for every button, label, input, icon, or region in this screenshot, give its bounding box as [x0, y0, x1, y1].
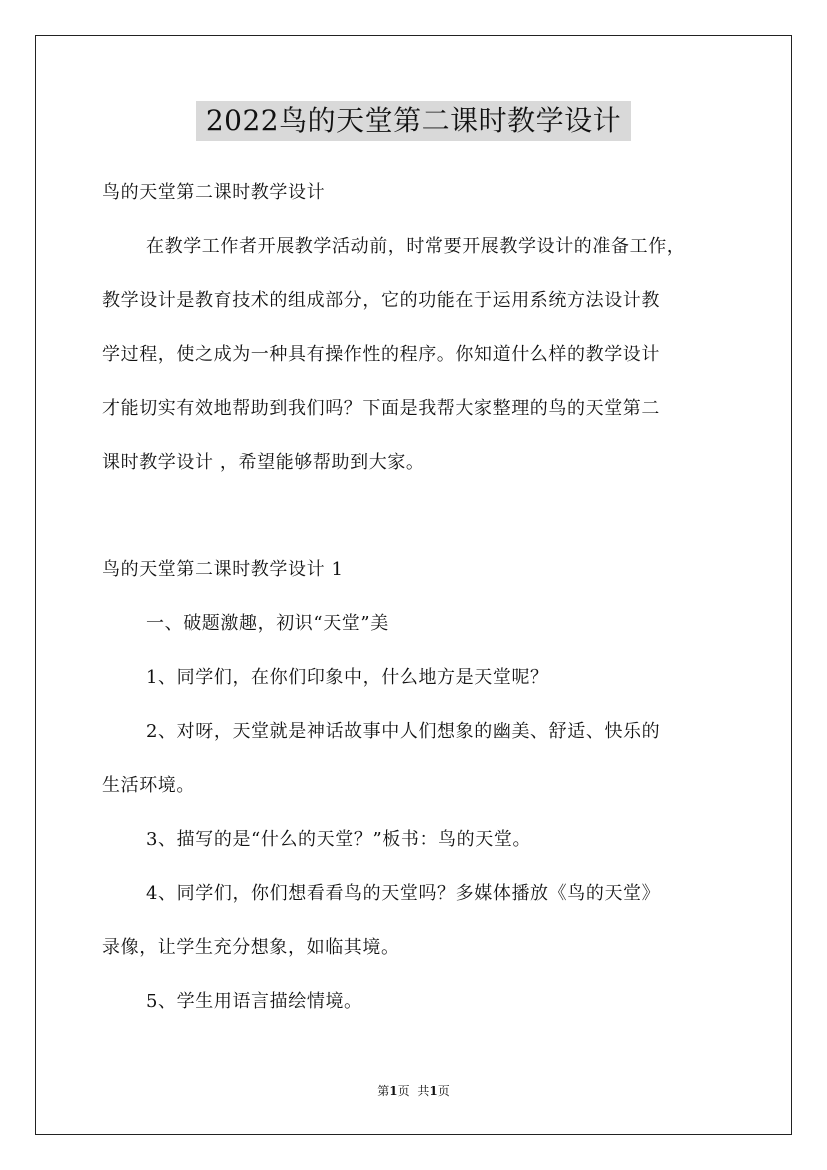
total-label-prefix: 共: [417, 1084, 430, 1098]
blank-line: [102, 494, 732, 547]
section-item: 生活环境。: [102, 775, 195, 796]
page-label-prefix: 第: [377, 1084, 390, 1098]
section-heading: 鸟的天堂第二课时教学设计 1: [102, 559, 344, 580]
intro-paragraph-line: 才能切实有效地帮助到我们吗？下面是我帮大家整理的鸟的天堂第二: [102, 398, 660, 419]
total-label-suffix: 页: [437, 1084, 450, 1098]
section-item: 3、描写的是“什么的天堂？”板书：鸟的天堂。: [146, 829, 532, 850]
intro-paragraph-line: 教学设计是教育技术的组成部分，它的功能在于运用系统方法设计教: [102, 290, 660, 311]
intro-paragraph-line: 课时教学设计 ，希望能够帮助到大家。: [102, 452, 425, 473]
page-label-suffix: 页: [397, 1084, 410, 1098]
section-item: 一、破题激趣，初识“天堂”美: [146, 613, 389, 634]
intro-paragraph-line: 学过程，使之成为一种具有操作性的程序。你知道什么样的教学设计: [102, 344, 660, 365]
document-body: [102, 170, 732, 1033]
document-title: 2022鸟的天堂第二课时教学设计: [196, 101, 631, 141]
section-item: 5、学生用语言描绘情境。: [146, 991, 363, 1012]
intro-paragraph-line: 在教学工作者开展教学活动前，时常要开展教学设计的准备工作，: [146, 236, 686, 257]
section-item: 4、同学们，你们想看看鸟的天堂吗？多媒体播放《鸟的天堂》: [146, 883, 661, 904]
section-item: 录像，让学生充分想象，如临其境。: [102, 937, 400, 958]
page-number: 1: [389, 1084, 398, 1098]
section-item: 1、同学们，在你们印象中，什么地方是天堂呢？: [146, 667, 549, 688]
intro-heading: 鸟的天堂第二课时教学设计: [102, 182, 326, 203]
total-pages: 1: [429, 1084, 438, 1098]
title-block: [0, 101, 827, 141]
page-footer: [0, 1082, 827, 1100]
section-item: 2、对呀，天堂就是神话故事中人们想象的幽美、舒适、快乐的: [146, 721, 661, 742]
